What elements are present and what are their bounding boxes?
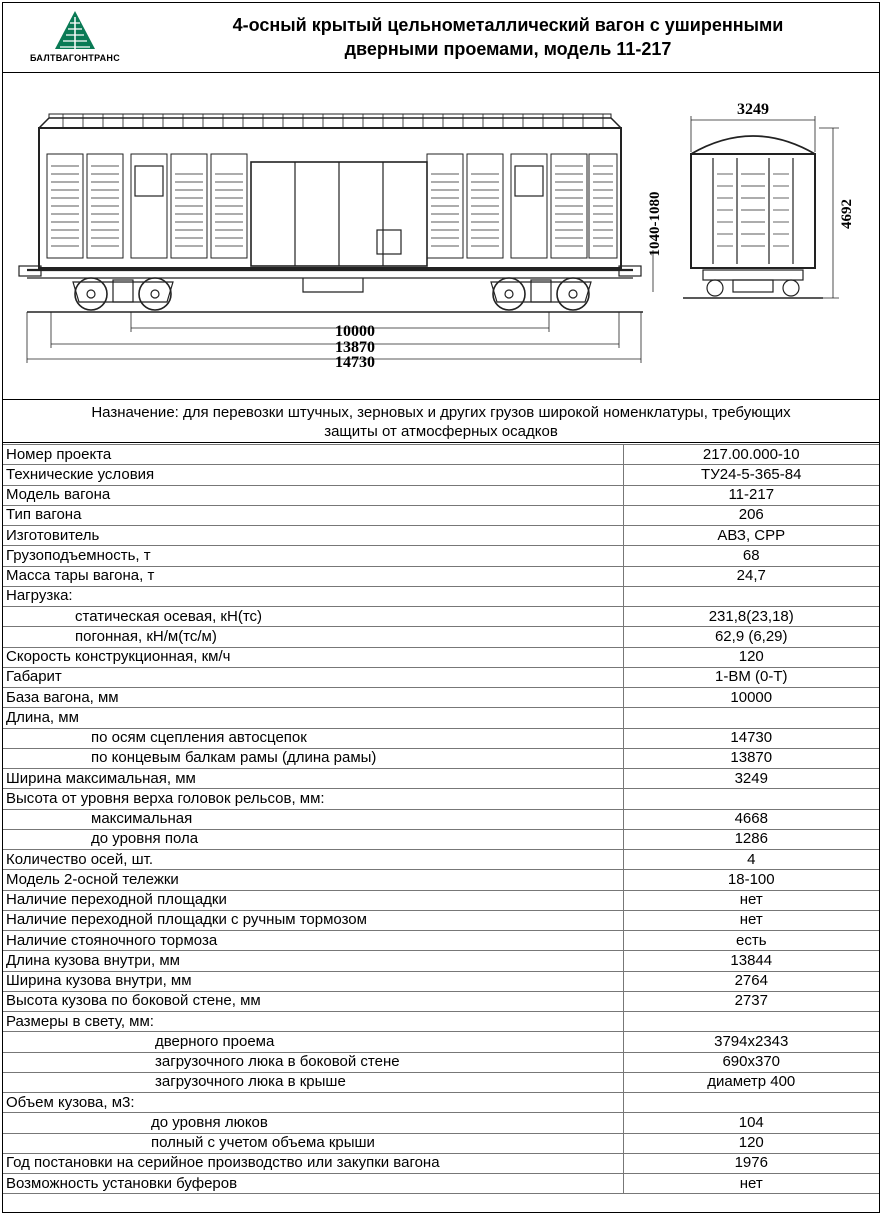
- spec-row: [3, 769, 879, 789]
- spec-row: [3, 526, 879, 546]
- spec-label: Количество осей, шт.: [3, 850, 623, 870]
- spec-label: Грузоподъемность, т: [3, 546, 623, 566]
- dimension-labels: [335, 101, 855, 371]
- spec-label: по осям сцепления автосцепок: [3, 728, 623, 748]
- spec-label: Длина, мм: [3, 708, 623, 728]
- spec-row: [3, 586, 879, 606]
- spec-value: 18-100: [623, 870, 879, 890]
- spec-value: 206: [623, 505, 879, 525]
- spec-value: 24,7: [623, 566, 879, 586]
- spec-value: АВЗ, СРР: [623, 526, 879, 546]
- spec-label: загрузочного люка в крыше: [3, 1072, 623, 1092]
- spec-label: Масса тары вагона, т: [3, 566, 623, 586]
- dim-base-label: 10000: [335, 323, 375, 340]
- spec-value: нет: [623, 890, 879, 910]
- spec-value: 11-217: [623, 485, 879, 505]
- spec-value: 690x370: [623, 1052, 879, 1072]
- spec-label: полный с учетом объема крыши: [3, 1133, 623, 1153]
- spec-label: Ширина максимальная, мм: [3, 769, 623, 789]
- spec-row: [3, 748, 879, 768]
- spec-label: Номер проекта: [3, 445, 623, 465]
- spec-label: Модель 2-осной тележки: [3, 870, 623, 890]
- spec-row: [3, 566, 879, 586]
- dim-frame-length-label: 13870: [335, 339, 375, 356]
- spec-row: [3, 505, 879, 525]
- spec-label: максимальная: [3, 809, 623, 829]
- spec-row: [3, 850, 879, 870]
- spec-label: Наличие переходной площадки: [3, 890, 623, 910]
- spec-label: статическая осевая, кН(тс): [3, 607, 623, 627]
- spec-row: [3, 627, 879, 647]
- dim-width-label: 3249: [737, 101, 769, 118]
- spec-label: Наличие стояночного тормоза: [3, 931, 623, 951]
- spec-label: Высота кузова по боковой стене, мм: [3, 991, 623, 1011]
- spec-row: [3, 971, 879, 991]
- specifications-table: [3, 444, 879, 1194]
- spec-row: [3, 931, 879, 951]
- spec-row: [3, 829, 879, 849]
- spec-row: [3, 1052, 879, 1072]
- spec-row: [3, 910, 879, 930]
- spec-row: [3, 1153, 879, 1173]
- spec-value: 62,9 (6,29): [623, 627, 879, 647]
- spec-row: [3, 607, 879, 627]
- spec-label: Технические условия: [3, 465, 623, 485]
- spec-row: [3, 445, 879, 465]
- spec-value: 3794x2343: [623, 1032, 879, 1052]
- spec-label: Модель вагона: [3, 485, 623, 505]
- purpose-description: [3, 401, 879, 443]
- spec-value: 4: [623, 850, 879, 870]
- spec-label: Длина кузова внутри, мм: [3, 951, 623, 971]
- spec-label: загрузочного люка в боковой стене: [3, 1052, 623, 1072]
- spec-value: диаметр 400: [623, 1072, 879, 1092]
- spec-value: 4668: [623, 809, 879, 829]
- spec-value: 120: [623, 1133, 879, 1153]
- spec-row: [3, 728, 879, 748]
- spec-row: [3, 789, 879, 809]
- spec-label: Возможность установки буферов: [3, 1174, 623, 1194]
- spec-value: [623, 789, 879, 809]
- spec-value: 231,8(23,18): [623, 607, 879, 627]
- dimension-lines: [27, 312, 641, 363]
- spec-value: есть: [623, 931, 879, 951]
- spec-value: 10000: [623, 688, 879, 708]
- spec-row: [3, 708, 879, 728]
- spec-row: [3, 1032, 879, 1052]
- spec-value: нет: [623, 910, 879, 930]
- spec-label: по концевым балкам рамы (длина рамы): [3, 748, 623, 768]
- spec-label: до уровня люков: [3, 1113, 623, 1133]
- spec-row: [3, 809, 879, 829]
- spec-value: 3249: [623, 769, 879, 789]
- spec-row: [3, 1093, 879, 1113]
- spec-row: [3, 991, 879, 1011]
- spec-value: [623, 586, 879, 606]
- purpose-line-1: Назначение: для перевозки штучных, зерновых и других грузов широкой номенклатуры, требующих: [91, 404, 791, 421]
- wagon-drawings: [3, 74, 879, 400]
- spec-label: Изготовитель: [3, 526, 623, 546]
- spec-row: [3, 1133, 879, 1153]
- dim-height-label: 4692: [839, 199, 855, 229]
- spec-label: до уровня пола: [3, 829, 623, 849]
- spec-value: 104: [623, 1113, 879, 1133]
- spec-label: Ширина кузова внутри, мм: [3, 971, 623, 991]
- spec-row: [3, 1012, 879, 1032]
- spec-value: [623, 708, 879, 728]
- spec-value: 13844: [623, 951, 879, 971]
- spec-value: 14730: [623, 728, 879, 748]
- spec-label: Тип вагона: [3, 505, 623, 525]
- spec-row: [3, 465, 879, 485]
- spec-label: дверного проема: [3, 1032, 623, 1052]
- spec-value: 68: [623, 546, 879, 566]
- spec-value: 1-ВМ (0-Т): [623, 667, 879, 687]
- spec-row: [3, 546, 879, 566]
- spec-label: Скорость конструкционная, км/ч: [3, 647, 623, 667]
- spec-label: Нагрузка:: [3, 586, 623, 606]
- spec-label: Год постановки на серийное производство или закупки вагона: [3, 1153, 623, 1173]
- spec-value: ТУ24-5-365-84: [623, 465, 879, 485]
- spec-value: 2737: [623, 991, 879, 1011]
- spec-row: [3, 870, 879, 890]
- title-line-2: дверными проемами, модель 11-217: [344, 39, 672, 59]
- spec-value: 13870: [623, 748, 879, 768]
- spec-row: [3, 647, 879, 667]
- spec-label: Наличие переходной площадки с ручным тормозом: [3, 910, 623, 930]
- spec-sheet: [2, 2, 880, 1213]
- header: [3, 3, 879, 73]
- specifications-body: [3, 445, 879, 1194]
- dim-coupler-length-label: 14730: [335, 354, 375, 371]
- dim-floor-height-label: 1040-1080: [647, 191, 663, 257]
- spec-row: [3, 485, 879, 505]
- spec-value: 2764: [623, 971, 879, 991]
- spec-value: [623, 1012, 879, 1032]
- spec-row: [3, 951, 879, 971]
- page-title: [143, 13, 873, 61]
- spec-label: Высота от уровня верха головок рельсов, мм:: [3, 789, 623, 809]
- spec-row: [3, 1072, 879, 1092]
- spec-label: Объем кузова, м3:: [3, 1093, 623, 1113]
- spec-row: [3, 688, 879, 708]
- spec-label: База вагона, мм: [3, 688, 623, 708]
- side-view: [19, 114, 653, 312]
- spec-value: [623, 1093, 879, 1113]
- logo-rail-triangle-icon: [15, 9, 135, 53]
- spec-row: [3, 890, 879, 910]
- spec-label: Габарит: [3, 667, 623, 687]
- spec-row: [3, 1174, 879, 1194]
- spec-label: Размеры в свету, мм:: [3, 1012, 623, 1032]
- wagon-drawing: [3, 74, 879, 400]
- spec-value: 1976: [623, 1153, 879, 1173]
- spec-row: [3, 1113, 879, 1133]
- purpose-line-2: защиты от атмосферных осадков: [324, 423, 558, 440]
- title-line-1: 4-осный крытый цельнометаллический вагон с уширенными: [232, 15, 784, 35]
- spec-value: 120: [623, 647, 879, 667]
- spec-value: 1286: [623, 829, 879, 849]
- spec-label: погонная, кН/м(тс/м): [3, 627, 623, 647]
- spec-value: нет: [623, 1174, 879, 1194]
- spec-row: [3, 667, 879, 687]
- end-view: [683, 116, 839, 298]
- logo-text: БАЛТВАГОНТРАНС: [30, 53, 120, 63]
- spec-value: 217.00.000-10: [623, 445, 879, 465]
- company-logo: [15, 9, 135, 69]
